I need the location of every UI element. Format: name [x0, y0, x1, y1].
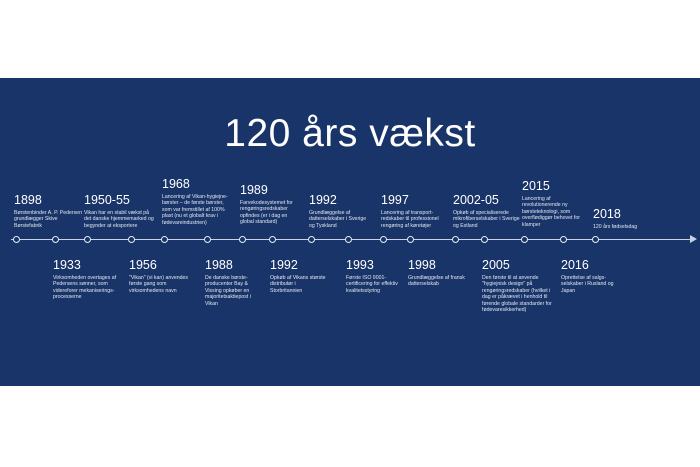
event-year: 2018: [593, 207, 621, 221]
timeline-event-2016: [561, 258, 645, 294]
timeline-marker: [452, 236, 459, 243]
event-description: Grundlæggelse af datterselskaber i Sverige og Tyskland: [309, 210, 367, 229]
timeline-marker: [13, 236, 20, 243]
event-description: Grundlæggelse af fransk datterselskab: [408, 275, 465, 288]
timeline-marker: [269, 236, 276, 243]
timeline-marker: [592, 236, 599, 243]
event-description: "Vikan" (vi kan) anvendes første gang som virksomhedens navn: [129, 275, 188, 294]
event-year: 1933: [53, 258, 81, 272]
timeline-title: 120 års vækst: [224, 112, 476, 155]
event-year: 2005: [482, 258, 510, 272]
event-description: Den første til at anvende "hygiejnisk design" på rengøringsredskaber (hvilket i dag er påkrævet i henhold til førende globale standarder for fødevaresikkerhed): [482, 275, 552, 314]
event-description: Lancering af revolutionerende ny børsteteknologi, som overflødiggør behovet for klamper: [522, 196, 580, 228]
event-year: 1992: [309, 193, 337, 207]
event-description: De danske børste-producenter Bay & Vissing opkøber en majoritetsaktiepost i Vikan: [205, 275, 251, 307]
timeline-banner: [0, 78, 700, 386]
event-year: 1898: [14, 193, 42, 207]
arrow-right-icon: [690, 235, 697, 243]
event-year: 1988: [205, 258, 233, 272]
timeline-marker: [407, 236, 414, 243]
timeline-event-2018: [593, 207, 677, 230]
event-description: 120 års fødselsdag: [593, 224, 638, 230]
timeline-event-2005: [482, 258, 566, 313]
timeline-marker: [84, 236, 91, 243]
event-description: Opkøb af Vikans største distributør i Storbritannien: [270, 275, 326, 294]
event-description: Oprettelse af salgs-selskaber i Rusland og Japan: [561, 275, 614, 294]
timeline-marker: [308, 236, 315, 243]
timeline-marker: [161, 236, 168, 243]
event-year: 1998: [408, 258, 436, 272]
timeline-event-1998: [408, 258, 492, 288]
event-description: Opkøb af specialiserede mikrofiberselskaber i Sverige og Estland: [453, 210, 520, 229]
timeline-marker: [521, 236, 528, 243]
timeline-marker: [239, 236, 246, 243]
timeline-event-1950-55: [84, 193, 168, 229]
event-year: 2015: [522, 179, 550, 193]
event-year: 1992: [270, 258, 298, 272]
timeline-marker: [345, 236, 352, 243]
event-description: Børstenbinder A. P. Pedersen grundlægger Skive Børstefabrik: [14, 210, 82, 229]
event-description: Første ISO 9001-certificering for effektiv kvalitetsstyring: [346, 275, 398, 294]
event-description: Lancering af Vikan-hygiejne-børster – de første børster, som var fremstillet af 100% plast (nu et globalt krav i fødevareindustrien): [162, 194, 228, 226]
timeline-event-1933: [53, 258, 137, 301]
event-year: 1956: [129, 258, 157, 272]
timeline-event-1992-acquisition: [270, 258, 354, 294]
timeline-marker: [52, 236, 59, 243]
timeline-event-1968: [162, 177, 246, 226]
event-year: 1950-55: [84, 193, 130, 207]
timeline-event-1956: [129, 258, 213, 294]
event-year: 1968: [162, 177, 190, 191]
timeline-marker: [128, 236, 135, 243]
timeline-marker: [560, 236, 567, 243]
event-year: 1997: [381, 193, 409, 207]
timeline-marker: [204, 236, 211, 243]
event-year: 1993: [346, 258, 374, 272]
timeline-marker: [380, 236, 387, 243]
event-year: 2016: [561, 258, 589, 272]
event-year: 1989: [240, 183, 268, 197]
timeline-marker: [481, 236, 488, 243]
event-description: Farvekodesystemet for rengøringsredskaber opfindes (er i dag en global standard): [240, 200, 293, 226]
event-description: Virksomheden overtages af Pedersens sønner, som videreforer mekaniserings-processerne: [53, 275, 117, 301]
event-description: Vikan har en stabil vækst på det danske hjemmemarked og begynder at eksportere: [84, 210, 154, 229]
event-year: 2002-05: [453, 193, 499, 207]
event-description: Lancering af transport-redskaber til professionel rengøring af køretøjer: [381, 210, 439, 229]
